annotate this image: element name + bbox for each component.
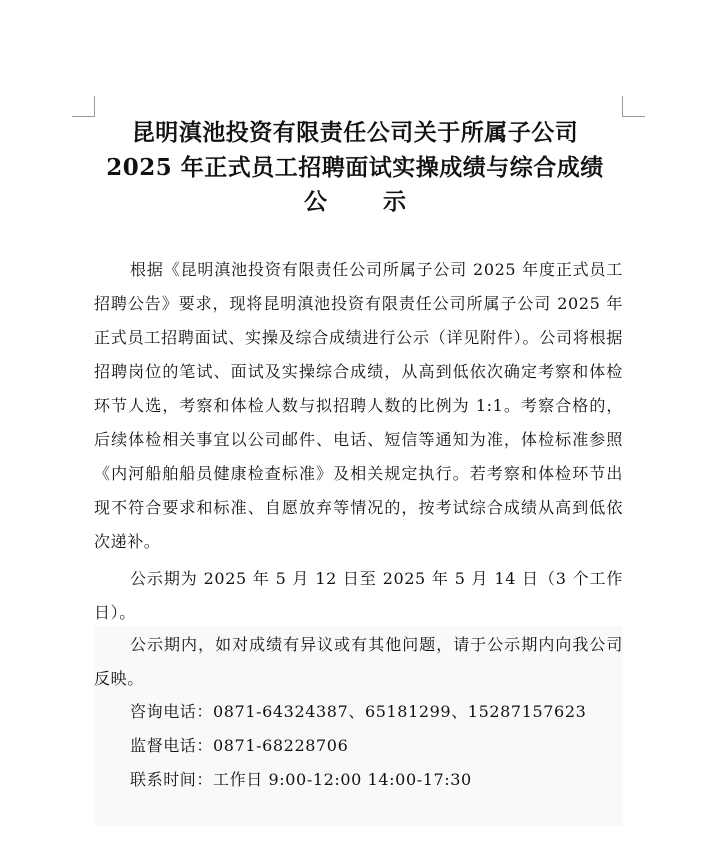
supervise-phone-line: 监督电话：0871-68228706 <box>130 736 349 755</box>
document-title-line-2: 2025 年正式员工招聘面试实操成绩与综合成绩 <box>106 154 604 181</box>
document-title-line-3: 公 示 <box>303 188 430 215</box>
page-corner-mark-left <box>72 96 95 117</box>
document-title-line-1: 昆明滇池投资有限责任公司关于所属子公司 <box>131 119 579 146</box>
paragraph-objection-notice: 公示期内，如对成绩有异议或有其他问题，请于公示期内向我公司反映。 <box>94 635 623 688</box>
page-corner-mark-right <box>622 96 645 117</box>
paragraph-announcement: 根据《昆明滇池投资有限责任公司所属子公司 2025 年度正式员工招聘公告》要求，现将昆明滇池投资有限责任公司所属子公司 2025 年正式员工招聘面试、实操及综合成绩进行公示（详见附件）。公司将根据招聘岗位的笔试、面试及实操综合成绩，从高到低依次确定考察和体检环节人选，考察和体检人数与拟招聘人数的比例为 1:1。考察合格的，后续体检相关事宜以公司邮件、电话、短信等通知为准，体检标准参照《内河船舶船员健康检查标准》及相关规定执行。若考察和体检环节出现不符合要求和标准、自愿放弃等情况的，按考试综合成绩从高到低依次递补。 <box>94 260 623 551</box>
contact-hours-line: 联系时间：工作日 9:00-12:00 14:00-17:30 <box>130 770 472 789</box>
paragraph-publicity-period: 公示期为 2025 年 5 月 12 日至 2025 年 5 月 14 日（3 个工作日）。 <box>94 569 623 622</box>
consult-phone-line: 咨询电话：0871-64324387、65181299、15287157623 <box>130 702 587 721</box>
